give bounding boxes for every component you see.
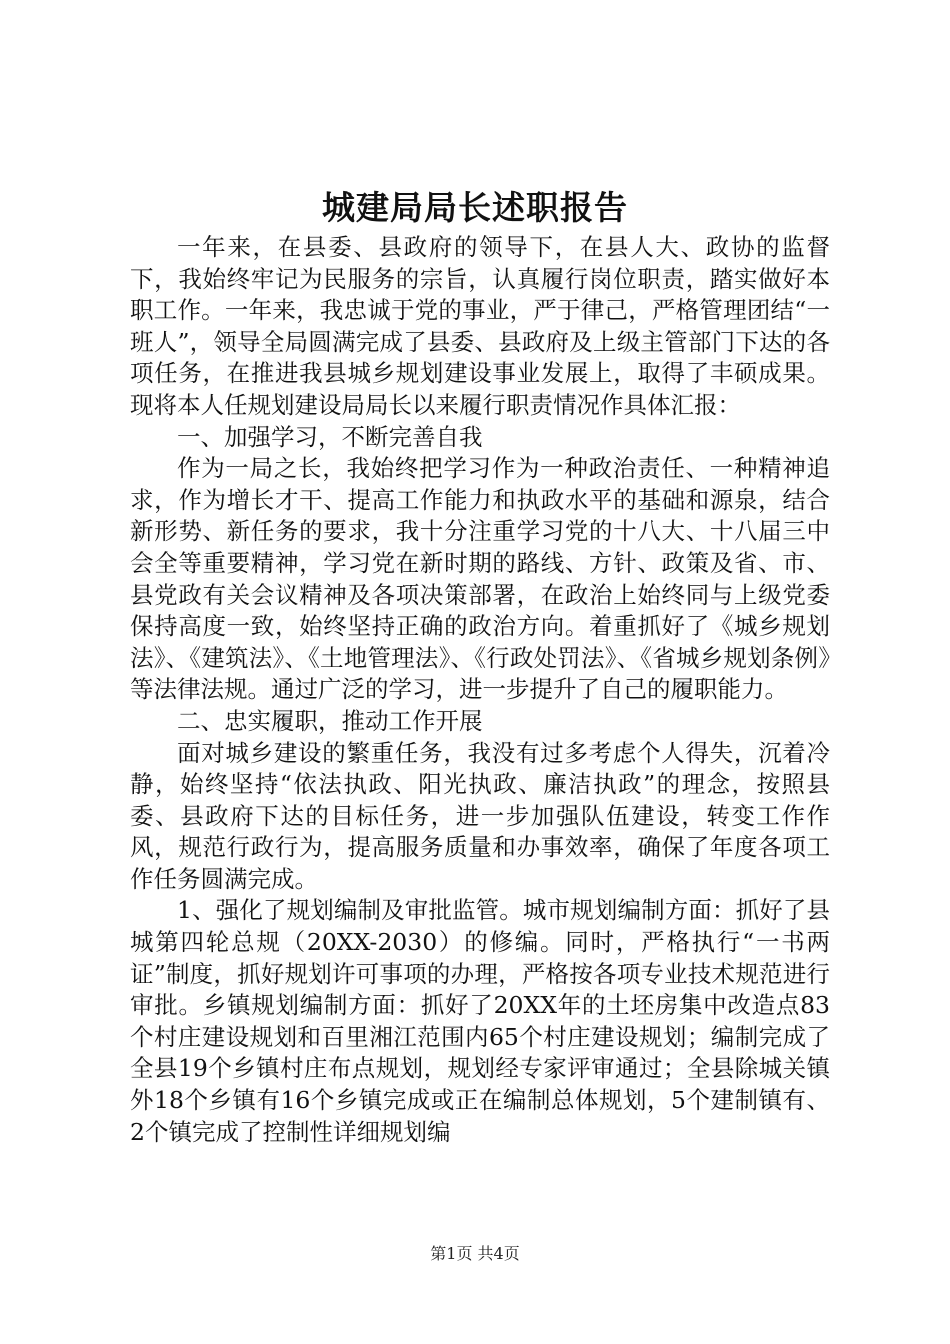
page-footer: 第1页 共4页 bbox=[430, 1244, 520, 1263]
paragraph-study: 作为一局之长，我始终把学习作为一种政治责任、一种精神追求，作为增长才干、提高工作能力和执政水平的基础和源泉，结合新形势、新任务的要求，我十分注重学习党的十八大、十八届三中会全等重要精神，学习党在新时期的路线、方针、政策及省、市、县党政有关会议精神及各项决策部署，在政治上始终同与上级党委保持高度一致，始终坚持正确的政治方向。着重抓好了《城乡规划法》、《建筑法》、《土地管理法》、《行政处罚法》、《省城乡规划条例》等法律法规。通过广泛的学习，进一步提升了自己的履职能力。 bbox=[130, 454, 830, 704]
paragraph-intro: 一年来，在县委、县政府的领导下，在县人大、政协的监督下，我始终牢记为民服务的宗旨，认真履行岗位职责，踏实做好本职工作。一年来，我忠诚于党的事业，严于律己，严格管理团结“一班人”，领导全局圆满完成了县委、县政府及上级主管部门下达的各项任务，在推进我县城乡规划建设事业发展上，取得了丰硕成果。现将本人任规划建设局局长以来履行职责情况作具体汇报： bbox=[130, 233, 830, 419]
paragraph-planning: 1、强化了规划编制及审批监管。城市规划编制方面：抓好了县城第四轮总规（20XX-2030）的修编。同时，严格执行“一书两证”制度，抓好规划许可事项的办理，严格按各项专业技术规范进行审批。乡镇规划编制方面：抓好了20XX年的土坯房集中改造点83个村庄建设规划和百里湘江范围内65个村庄建设规划；编制完成了全县19个乡镇村庄布点规划，规划经专家评审通过；全县除城关镇外18个乡镇有16个乡镇完成或正在编制总体规划，5个建制镇有、2个镇完成了控制性详细规划编 bbox=[130, 896, 830, 1146]
document-body bbox=[130, 232, 830, 1148]
document-title: 城建局局长述职报告 bbox=[322, 188, 628, 227]
section-heading-study: 一、加强学习，不断完善自我 bbox=[177, 422, 483, 451]
paragraph-duty: 面对城乡建设的繁重任务，我没有过多考虑个人得失，沉着冷静，始终坚持“依法执政、阳光执政、廉洁执政”的理念，按照县委、县政府下达的目标任务，进一步加强队伍建设，转变工作作风，规范行政行为，提高服务质量和办事效率，确保了年度各项工作任务圆满完成。 bbox=[130, 738, 830, 893]
section-heading-duty: 二、忠实履职，推动工作开展 bbox=[177, 706, 483, 735]
